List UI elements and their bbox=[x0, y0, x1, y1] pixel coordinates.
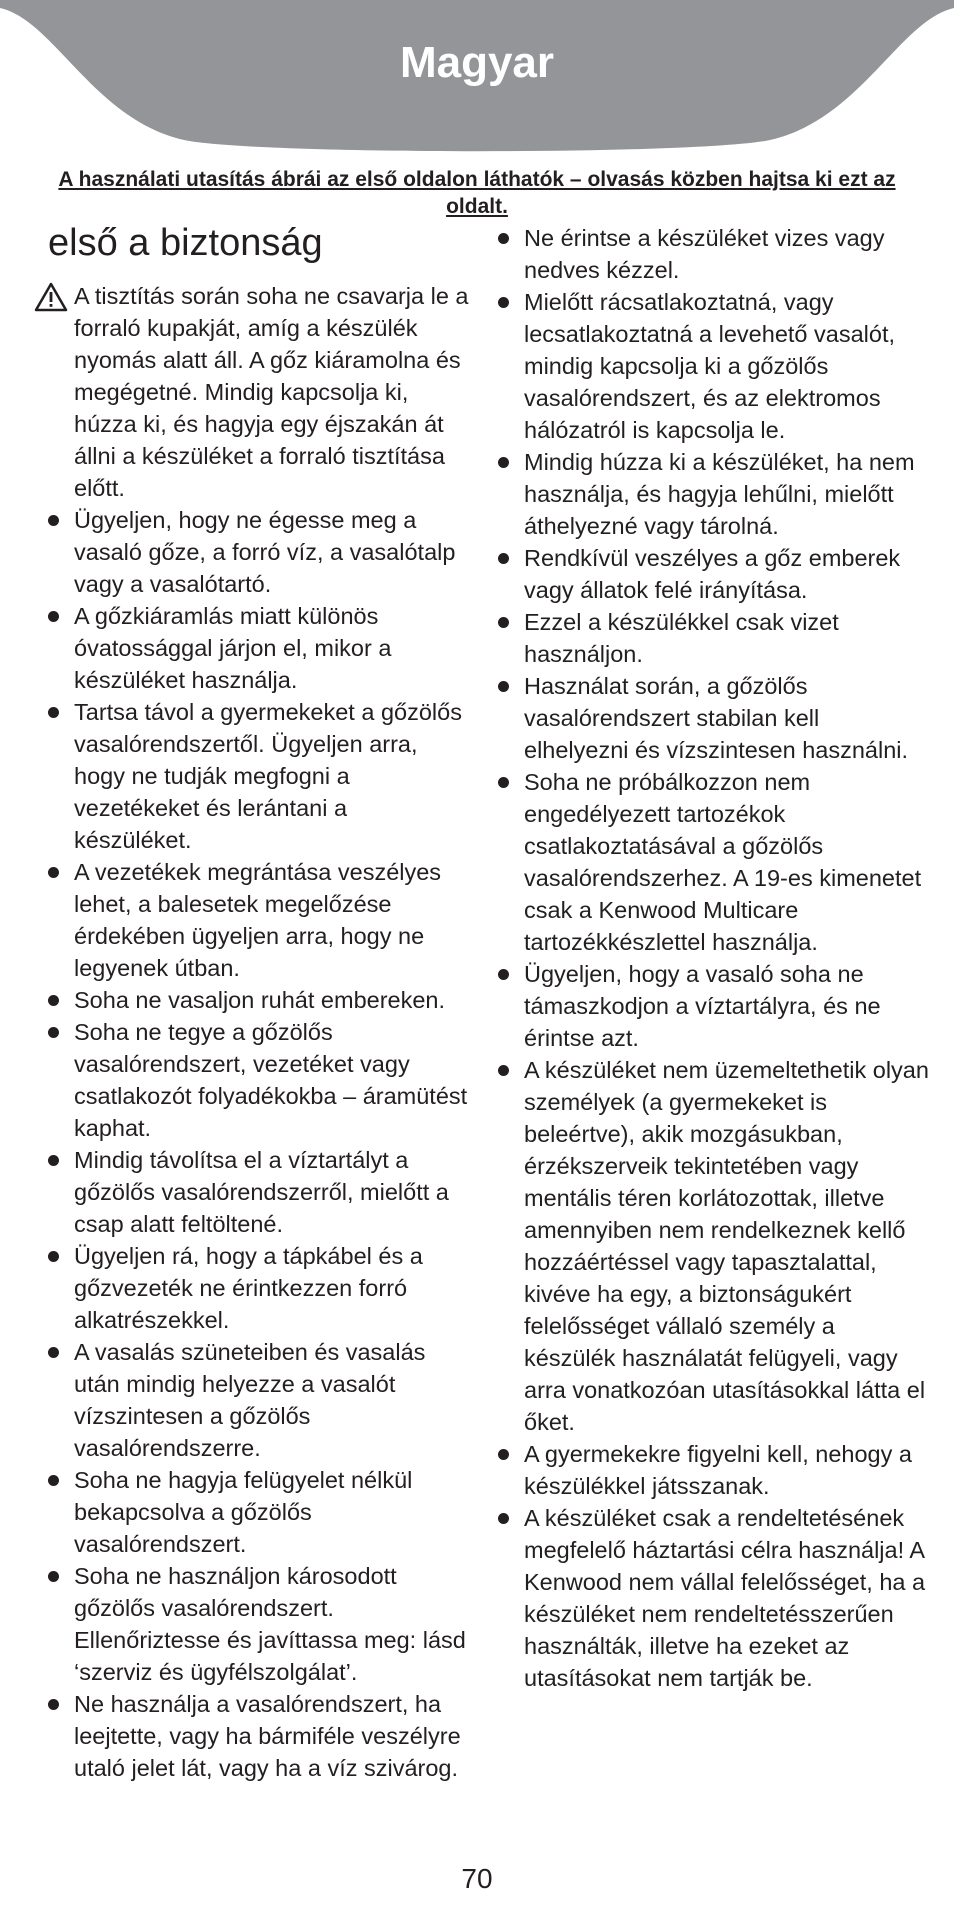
list-item-text: Soha ne próbálkozzon nem engedélyezett tartozékok csatlakoztatásával a gőzölős vasalórendszerhez. A 19-es kimenetet csak a Kenwood Multicare tartozékkészlettel használja. bbox=[524, 769, 922, 955]
bullet-icon bbox=[48, 1475, 59, 1486]
bullet-icon bbox=[498, 1065, 509, 1076]
bullet-icon bbox=[48, 1155, 59, 1166]
list-item bbox=[40, 1336, 470, 1464]
list-item bbox=[40, 1144, 470, 1240]
bullet-icon bbox=[48, 1251, 59, 1262]
bullet-icon bbox=[48, 867, 59, 878]
list-item bbox=[490, 958, 930, 1054]
list-item bbox=[490, 1502, 930, 1694]
list-item-text: A tisztítás során soha ne csavarja le a forraló kupakját, amíg a készülék nyomás alatt áll. A gőz kiáramolna és megégetné. Mindig kapcsolja ki, húzza ki, és hagyja egy éjszakán át állni a készüléket a forraló tisztítása előtt. bbox=[74, 283, 469, 501]
list-item bbox=[490, 670, 930, 766]
bullet-icon bbox=[48, 515, 59, 526]
right-safety-list bbox=[490, 222, 930, 1694]
bullet-icon bbox=[48, 1571, 59, 1582]
list-item-text: A készüléket csak a rendeltetésének megfelelő háztartási célra használja! A Kenwood nem vállal felelősséget, ha a készüléket nem rendeltetésszerűen használták, illetve ha ezeket az utasításokat nem tartják be. bbox=[524, 1505, 926, 1691]
list-item-text: A gyermekekre figyelni kell, nehogy a készülékkel játsszanak. bbox=[524, 1441, 912, 1499]
list-item-text: Mindig távolítsa el a víztartályt a gőzölős vasalórendszerről, mielőtt a csap alatt feltöltené. bbox=[74, 1147, 449, 1237]
list-item bbox=[490, 1054, 930, 1438]
list-item-text: Ne érintse a készüléket vizes vagy nedves kézzel. bbox=[524, 225, 885, 283]
list-item-text: Tartsa távol a gyermekeket a gőzölős vasalórendszertől. Ügyeljen arra, hogy ne tudják megfogni a vezetékeket és lerántani a készüléket. bbox=[74, 699, 462, 853]
bullet-icon bbox=[498, 297, 509, 308]
list-item bbox=[490, 766, 930, 958]
list-item bbox=[40, 504, 470, 600]
list-item-text: Ügyeljen, hogy ne égesse meg a vasaló gőze, a forró víz, a vasalótalp vagy a vasalótartó. bbox=[74, 507, 456, 597]
list-item-text: A vezetékek megrántása veszélyes lehet, a balesetek megelőzése érdekében ügyeljen arra, hogy ne legyenek útban. bbox=[74, 859, 442, 981]
section-heading: első a biztonság bbox=[48, 222, 323, 264]
list-item bbox=[40, 1688, 470, 1784]
list-item bbox=[490, 606, 930, 670]
bullet-icon bbox=[498, 457, 509, 468]
list-item-text: Ügyeljen rá, hogy a tápkábel és a gőzvezeték ne érintkezzen forró alkatrészekkel. bbox=[74, 1243, 423, 1333]
warning-triangle-icon bbox=[34, 282, 68, 312]
bullet-icon bbox=[498, 1513, 509, 1524]
list-item bbox=[40, 1016, 470, 1144]
bullet-icon bbox=[48, 1347, 59, 1358]
bullet-icon bbox=[498, 1449, 509, 1460]
list-item bbox=[40, 856, 470, 984]
list-item-text: Mindig húzza ki a készüléket, ha nem használja, és hagyja lehűlni, mielőtt áthelyezné vagy tárolná. bbox=[524, 449, 915, 539]
bullet-icon bbox=[498, 617, 509, 628]
list-item-text: Ezzel a készülékkel csak vizet használjon. bbox=[524, 609, 839, 667]
bullet-icon bbox=[498, 233, 509, 244]
bullet-icon bbox=[48, 995, 59, 1006]
bullet-icon bbox=[48, 707, 59, 718]
list-item bbox=[40, 280, 470, 504]
list-item bbox=[490, 286, 930, 446]
list-item-text: Ügyeljen, hogy a vasaló soha ne támaszkodjon a víztartályra, és ne érintse azt. bbox=[524, 961, 881, 1051]
bullet-icon bbox=[48, 1699, 59, 1710]
list-item-text: A gőzkiáramlás miatt különös óvatossággal járjon el, mikor a készüléket használja. bbox=[74, 603, 392, 693]
list-item bbox=[490, 542, 930, 606]
list-item-text: Soha ne használjon károsodott gőzölős vasalórendszert. Ellenőriztesse és javíttassa meg: lásd ‘szerviz és ügyfélszolgálat’. bbox=[74, 1563, 466, 1685]
list-item-text: Rendkívül veszélyes a gőz emberek vagy állatok felé irányítása. bbox=[524, 545, 901, 603]
bullet-icon bbox=[498, 777, 509, 788]
list-item-text: Ne használja a vasalórendszert, ha leejtette, vagy ha bármiféle veszélyre utaló jelet lát, vagy ha a víz szivárog. bbox=[74, 1691, 461, 1781]
list-item bbox=[40, 1464, 470, 1560]
list-item bbox=[40, 984, 470, 1016]
page-language-title: Magyar bbox=[399, 38, 555, 87]
bullet-icon bbox=[48, 611, 59, 622]
bullet-icon bbox=[498, 553, 509, 564]
list-item bbox=[490, 222, 930, 286]
list-item bbox=[40, 1240, 470, 1336]
list-item-text: A készüléket nem üzemeltethetik olyan személyek (a gyermekeket is beleértve), akik mozgásukban, érzékszerveik tekintetében vagy mentális téren korlátozottak, illetve amennyiben nem rendelkeznek kellő hozzáértéssel vagy tapasztalattal, kivéve ha egy, a biztonságukért felelősséget vállaló személy a készülék használatát felügyeli, vagy arra vonatkozóan utasításokkal látta el őket. bbox=[524, 1057, 929, 1435]
list-item bbox=[40, 696, 470, 856]
list-item bbox=[490, 1438, 930, 1502]
bullet-icon bbox=[48, 1027, 59, 1038]
page-number: 70 bbox=[461, 1863, 493, 1894]
list-item-text: Használat során, a gőzölős vasalórendszert stabilan kell elhelyezni és vízszintesen használni. bbox=[524, 673, 909, 763]
list-item-text: Mielőtt rácsatlakoztatná, vagy lecsatlakoztatná a levehető vasalót, mindig kapcsolja ki a gőzölős vasalórendszert, és az elektromos hálózatról is kapcsolja le. bbox=[524, 289, 896, 443]
list-item-text: Soha ne tegye a gőzölős vasalórendszert, vezetéket vagy csatlakozót folyadékokba – áramütést kaphat. bbox=[74, 1019, 468, 1141]
bullet-icon bbox=[498, 681, 509, 692]
list-item bbox=[490, 446, 930, 542]
left-safety-list bbox=[40, 280, 470, 1784]
bullet-icon bbox=[498, 969, 509, 980]
list-item-text: Soha ne hagyja felügyelet nélkül bekapcsolva a gőzölős vasalórendszert. bbox=[74, 1467, 413, 1557]
list-item-text: Soha ne vasaljon ruhát embereken. bbox=[74, 987, 446, 1013]
fold-out-notice: A használati utasítás ábrái az első oldalon láthatók – olvasás közben hajtsa ki ezt az oldalt. bbox=[58, 168, 896, 218]
list-item bbox=[40, 600, 470, 696]
list-item-text: A vasalás szüneteiben és vasalás után mindig helyezze a vasalót vízszintesen a gőzölős vasalórendszerre. bbox=[74, 1339, 426, 1461]
list-item bbox=[40, 1560, 470, 1688]
